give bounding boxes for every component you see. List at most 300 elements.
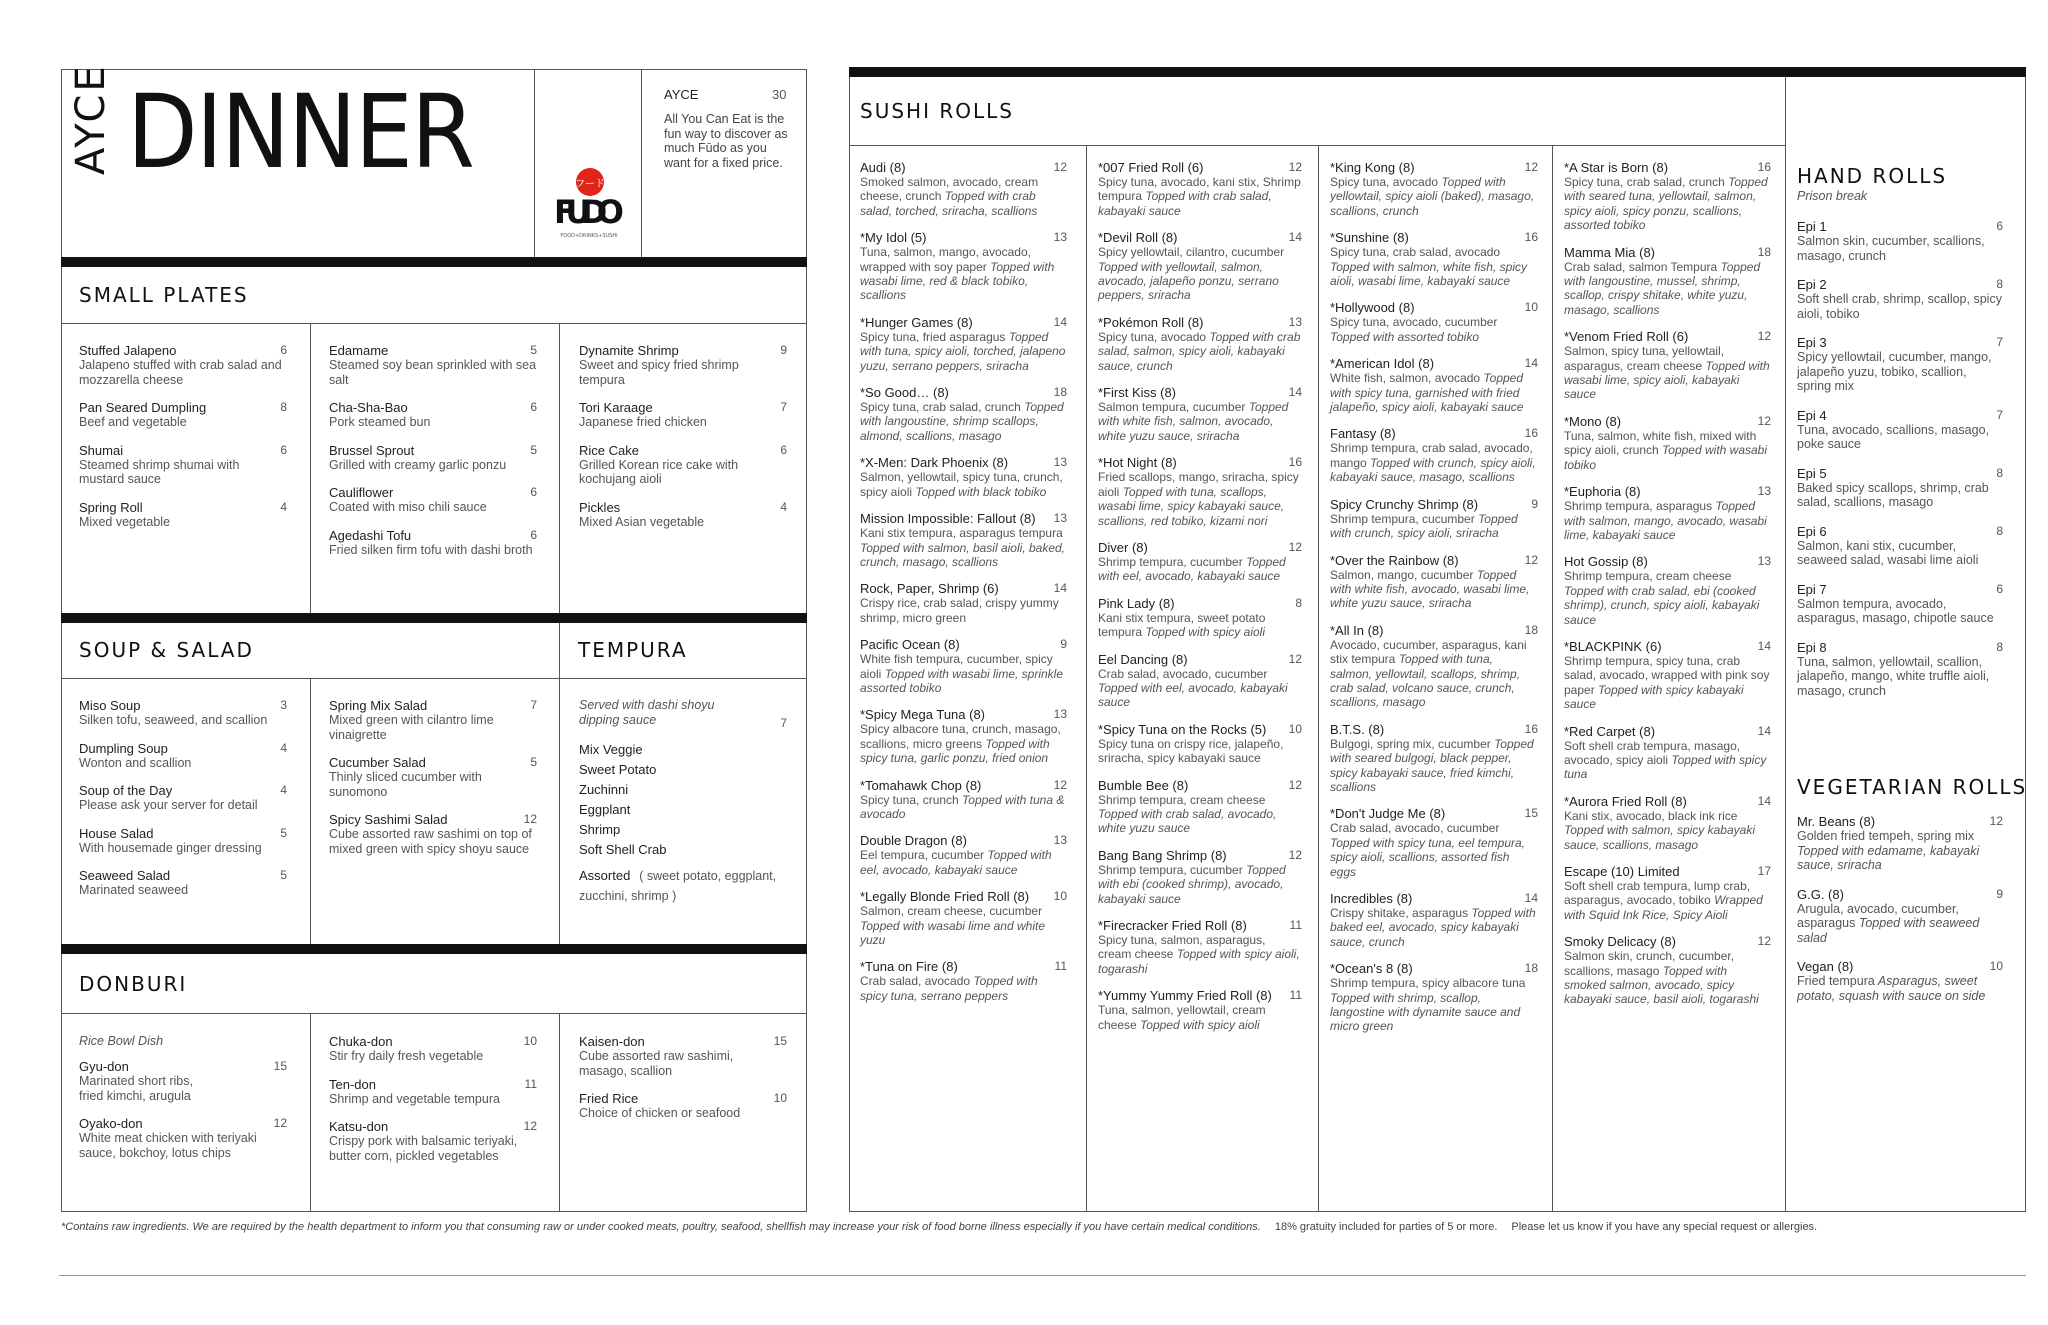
menu-item <box>1564 160 1771 233</box>
soup-salad-col-2 <box>329 698 537 869</box>
item-price: 16 <box>1288 455 1302 470</box>
item-name: Fantasy (8) <box>1330 426 1396 442</box>
item-price: 8 <box>1996 277 2003 291</box>
menu-item: 5 Brussel Sprout Grilled with creamy garlic ponzu <box>329 442 537 472</box>
item-price: 18 <box>1524 622 1538 637</box>
item-name: *BLACKPINK (6) <box>1564 638 1662 654</box>
item-topping: Topped with spicy tuna, serrano peppers <box>860 974 1038 1003</box>
item-price: 14 <box>1053 581 1067 596</box>
menu-item <box>860 160 1067 218</box>
tempura-note: Served with dashi shoyu dipping sauce <box>579 698 715 727</box>
header-divider-1 <box>534 69 535 257</box>
item-name: Incredibles (8) <box>1330 891 1413 906</box>
small-plates-col-3 <box>579 343 787 542</box>
menu-item: 10 Chuka-don Stir fry daily fresh vegetable <box>329 1034 537 1063</box>
menu-item <box>860 959 1067 1003</box>
menu-item <box>1330 230 1538 288</box>
footer-requests: Please let us know if you have any special request or allergies. <box>1511 1221 1818 1233</box>
header-bottom-bar <box>61 257 807 267</box>
item-price: 16 <box>1757 160 1771 174</box>
item-description: Salmon, mango, cucumber Topped with white fish, avocado, wasabi lime, white yuzu sauce, sriracha <box>1330 567 1530 611</box>
donburi-divider-2 <box>559 1013 560 1212</box>
item-topping: Topped with spicy tuna <box>1564 752 1767 782</box>
dinner-title: DINNER <box>127 73 474 192</box>
footer-notice <box>61 1221 1817 1233</box>
item-price: 12 <box>1524 160 1538 174</box>
ayce-price-label: AYCE <box>664 87 699 102</box>
item-price: 17 <box>1757 864 1771 878</box>
menu-item <box>1797 959 2003 1003</box>
menu-item <box>1098 315 1302 373</box>
item-price: 6 <box>1996 219 2003 233</box>
item-topping: Topped with eel, avocado, kabayaki sauce <box>1098 554 1286 584</box>
item-name: G.G. (8) <box>1797 886 1844 902</box>
menu-item <box>860 455 1067 499</box>
item-price: 14 <box>1757 638 1771 653</box>
menu-item: 15 Kaisen-don Cube assorted raw sashimi, masago, scallion <box>579 1034 787 1078</box>
item-price: 12 <box>1288 651 1302 666</box>
fudo-logo <box>548 165 628 245</box>
menu-item <box>1098 455 1302 528</box>
item-topping: Topped with salmon, white fish, spicy aioli, wasabi lime, kabayaki sauce <box>1330 259 1527 289</box>
donburi-col-3 <box>579 1034 787 1134</box>
tempura-item: Shrimp <box>579 822 621 837</box>
menu-item: 5 Seaweed Salad Marinated seaweed <box>79 868 287 897</box>
item-price: 12 <box>1288 160 1302 174</box>
item-topping: Topped with tuna, salmon, yellowtail, scallops, shrimp, crab salad, volcano sauce, crunch, scallions, masago <box>1330 652 1521 710</box>
item-name: *Mono (8) <box>1564 413 1622 429</box>
item-price: 8 <box>1295 595 1302 610</box>
item-description: Spicy tuna, crab salad, avocado Topped with salmon, white fish, spicy aioli, wasabi lime, kabayaki sauce <box>1330 245 1527 289</box>
hand-rolls-col <box>1797 219 2003 712</box>
item-topping: Topped with spicy aioli <box>1142 625 1265 640</box>
item-topping: Topped with tuna, spicy aioli, torched, jalapeno yuzu, serrano peppers, sriracha <box>860 329 1066 373</box>
item-name: *Aurora Fried Roll (8) <box>1564 793 1687 809</box>
tempura-assorted-desc: ( sweet potato, eggplant, zucchini, shrimp ) <box>579 869 777 903</box>
item-name: Pink Lady (8) <box>1098 595 1175 611</box>
item-price: 12 <box>1288 777 1302 792</box>
item-price: 14 <box>1288 230 1302 245</box>
tempura-item: Sweet Potato <box>579 762 657 777</box>
item-price: 13 <box>1288 314 1302 329</box>
item-name: *Venom Fried Roll (6) <box>1564 329 1689 345</box>
menu-item <box>1330 553 1538 611</box>
item-name: Epi 3 <box>1797 335 1827 350</box>
menu-item <box>860 581 1067 625</box>
item-price: 12 <box>1288 847 1302 862</box>
menu-item <box>1797 408 2003 452</box>
logo-badge-text: フード <box>575 179 605 190</box>
menu-item <box>1797 582 2003 626</box>
item-price: 9 <box>1531 496 1538 511</box>
item-price: 12 <box>1053 777 1067 792</box>
small-plates-rule <box>61 323 807 324</box>
ayce-blurb: All You Can Eat is the fun way to discover as much Fūdo as you want for a fixed price. <box>664 112 788 170</box>
sushi-divider-1 <box>1086 145 1087 1212</box>
item-topping: Topped with crab salad, kabayaki sauce <box>1098 189 1272 218</box>
item-description: Shrimp tempura, cucumber Topped with crunch, spicy aioli, sriracha <box>1330 511 1518 541</box>
tempura-item: Mix Veggie <box>579 742 643 757</box>
menu-item: 7 Tori Karaage Japanese fried chicken <box>579 400 787 429</box>
item-description: Arugula, avocado, cucumber, asparagus Topped with seaweed salad <box>1797 901 1980 945</box>
item-description: Spicy yellowtail, cilantro, cucumber Topped with yellowtail, salmon, avocado, jalapeño ponzu, serrano peppers, sriracha <box>1098 245 1285 303</box>
menu-item: 5 Edamame Steamed soy bean sprinkled with sea salt <box>329 343 537 387</box>
menu-item <box>860 778 1067 822</box>
item-name: Double Dragon (8) <box>860 833 967 849</box>
item-price: 13 <box>1053 707 1067 722</box>
item-price: 12 <box>1757 413 1771 428</box>
item-price: 10 <box>1989 959 2003 973</box>
item-description: Tuna, salmon, mango, avocado, wrapped with soy paper Topped with wasabi lime, red & black tobiko, scallions <box>860 245 1055 303</box>
item-description: Salmon, kani stix, cucumber, seaweed salad, wasabi lime aioli <box>1797 538 1979 567</box>
item-price: 12 <box>1053 160 1067 174</box>
item-topping: Topped with crab salad, torched, sriracha, scallions <box>860 189 1038 218</box>
item-topping: Topped with spicy tuna, eel tempura, spicy aioli, scallions, assorted fish eggs <box>1330 835 1526 879</box>
item-description: Golden fried tempeh, spring mix Topped with edamame, kabayaki sauce, sriracha <box>1797 829 1980 872</box>
sushi-divider-2 <box>1318 145 1319 1212</box>
menu-item <box>860 385 1067 443</box>
menu-item: 12 Oyako-don White meat chicken with teriyaki sauce, bokchoy, lotus chips <box>79 1116 287 1160</box>
hand-rolls-title: HAND ROLLS <box>1797 164 1948 188</box>
item-price: 14 <box>1757 793 1771 808</box>
item-description: Fried tempura Asparagus, sweet potato, squash with sauce on side <box>1797 974 1986 1003</box>
tempura-assorted-label: Assorted <box>579 868 631 883</box>
footer-rule <box>59 1275 2026 1276</box>
item-name: *Hollywood (8) <box>1330 300 1415 316</box>
item-topping: Topped with langoustine, shrimp scallops, almond, scallions, masago <box>860 400 1064 443</box>
item-topping: Topped with seared bulgogi, black pepper, spicy kabayaki sauce, fried kimchi, scallions <box>1330 736 1534 794</box>
sushi-top-bar <box>849 67 2026 77</box>
menu-item <box>860 230 1067 303</box>
item-topping: Asparagus, sweet potato, squash with sauce on side <box>1797 974 1986 1003</box>
item-description: Shrimp tempura, cucumber Topped with ebi (cooked shrimp), avocado, kabayaki sauce <box>1098 862 1286 906</box>
menu-item <box>1564 794 1771 852</box>
menu-item <box>1797 277 2003 321</box>
item-price: 9 <box>1060 637 1067 652</box>
item-name: Diver (8) <box>1098 539 1148 555</box>
item-topping: Topped with spicy aioli, togarashi <box>1098 947 1300 976</box>
item-name: Vegan (8) <box>1797 959 1854 974</box>
item-price: 16 <box>1524 426 1538 441</box>
soup-salad-title: SOUP & SALAD <box>79 638 254 662</box>
item-price: 13 <box>1757 554 1771 569</box>
item-topping: Topped with wasabi tobiko <box>1564 443 1768 472</box>
menu-item <box>1098 160 1302 218</box>
menu-item <box>1564 724 1771 782</box>
footer-gratuity: 18% gratuity included for parties of 5 or more. <box>1274 1221 1498 1233</box>
menu-item: 5 Cucumber Salad Thinly sliced cucumber with sunomono <box>329 755 537 799</box>
item-description: Shrimp tempura, cream cheese Topped with crab salad, ebi (cooked shrimp), crunch, spicy aioli, kabayaki sauce <box>1564 569 1760 627</box>
item-description: Soft shell crab, shrimp, scallop, spicy aioli, tobiko <box>1797 292 2002 321</box>
item-description: Spicy tuna, fried asparagus Topped with tuna, spicy aioli, torched, jalapeno yuzu, serrano peppers, sriracha <box>860 329 1066 373</box>
item-description: Shrimp tempura, cream cheese Topped with crab salad, avocado, white yuzu sauce <box>1098 792 1277 836</box>
menu-item <box>1330 160 1538 218</box>
item-price: 13 <box>1053 455 1067 470</box>
item-name: *Devil Roll (8) <box>1098 230 1178 246</box>
item-name: Epi 2 <box>1797 277 1827 292</box>
menu-item: 7 Spring Mix Salad Mixed green with cilantro lime vinaigrette <box>329 698 537 742</box>
item-topping: Topped with seared tuna, yellowtail, salmon, spicy aioli, spicy ponzu, scallions, assorted tobiko <box>1564 175 1768 233</box>
soup-salad-col-1 <box>79 698 287 911</box>
menu-item <box>1564 484 1771 542</box>
item-name: *First Kiss (8) <box>1098 385 1176 401</box>
tempura-price: 7 <box>780 716 787 730</box>
menu-item <box>1098 230 1302 303</box>
item-description: White fish tempura, cucumber, spicy aioli Topped with wasabi lime, sprinkle assorted tobiko <box>860 652 1064 695</box>
item-name: *Hunger Games (8) <box>860 314 973 330</box>
small-plates-divider-1 <box>310 323 311 613</box>
menu-item: 4 Soup of the Day Please ask your server for detail <box>79 783 287 812</box>
item-topping: Topped with ebi (cooked shrimp), avocado, kabayaki sauce <box>1098 862 1286 906</box>
soup-salad-divider-1 <box>310 678 311 944</box>
menu-item: 10 Fried Rice Choice of chicken or seafood <box>579 1091 787 1120</box>
menu-item: 8 Pan Seared Dumpling Beef and vegetable <box>79 400 287 429</box>
item-description: Shrimp tempura, spicy albacore tuna Topped with shrimp, scallop, langostine with dynamite sauce and micro green <box>1330 976 1526 1034</box>
sushi-rolls-title: SUSHI ROLLS <box>860 99 1014 123</box>
menu-item <box>1098 722 1302 766</box>
item-topping: Topped with spicy aioli <box>1136 1017 1260 1032</box>
item-name: *King Kong (8) <box>1330 160 1415 175</box>
menu-item <box>1564 245 1771 318</box>
menu-item <box>1098 540 1302 584</box>
menu-item <box>1564 639 1771 712</box>
item-price: 18 <box>1053 385 1067 400</box>
item-price: 13 <box>1053 230 1067 245</box>
menu-item: 15 Gyu-don Marinated short ribs, fried kimchi, arugula <box>79 1059 287 1103</box>
menu-item <box>860 637 1067 695</box>
item-name: *All In (8) <box>1330 622 1384 638</box>
item-topping: Topped with black tobiko <box>912 484 1047 499</box>
item-price: 12 <box>1757 329 1771 344</box>
menu-item: 11 Ten-don Shrimp and vegetable tempura <box>329 1076 537 1106</box>
item-topping: Topped with wasabi lime, red & black tobiko, scallions <box>860 259 1055 303</box>
menu-item <box>1098 848 1302 906</box>
item-price: 11 <box>1289 918 1302 932</box>
item-name: Bang Bang Shrimp (8) <box>1098 847 1227 863</box>
menu-item <box>1330 961 1538 1034</box>
item-topping: Topped with crab salad, salmon, spicy aioli, kabayaki sauce, crunch <box>1098 329 1301 373</box>
item-description: Spicy tuna, avocado Topped with yellowtail, spicy aioli (baked), masago, scallions, crunch <box>1330 175 1535 218</box>
menu-item: 12 Katsu-don Crispy pork with balsamic teriyaki, butter corn, pickled vegetables <box>329 1119 537 1163</box>
item-name: *Tuna on Fire (8) <box>860 959 958 975</box>
item-topping: Topped with wasabi lime, spicy aioli, kabayaki sauce <box>1564 358 1770 402</box>
item-description: Kani stix, avocado, black ink rice Topped with salmon, spicy kabayaki sauce, scallions, masago <box>1564 808 1755 852</box>
item-topping: Topped with wasabi lime, sprinkle assorted tobiko <box>860 666 1064 695</box>
item-price: 12 <box>1989 814 2003 828</box>
item-name: *Ocean's 8 (8) <box>1330 961 1413 977</box>
donburi-note: Rice Bowl Dish <box>79 1034 164 1048</box>
item-topping: Topped with assorted tobiko <box>1330 329 1479 344</box>
item-price: 12 <box>1288 539 1302 554</box>
menu-item <box>1564 414 1771 472</box>
ayce-price: 30 <box>772 87 787 102</box>
item-description: Tuna, salmon, yellowtail, cream cheese Topped with spicy aioli <box>1098 1003 1266 1032</box>
item-topping: Topped with baked eel, avocado, spicy kabayaki sauce, crunch <box>1330 906 1536 949</box>
item-description: Shrimp tempura, crab salad, avocado, mango Topped with crunch, spicy aioli, kabayaki sauce, masago, scallions <box>1330 441 1536 485</box>
item-description: Spicy yellowtail, cucumber, mango, jalapeño yuzu, tobiko, scallion, spring mix <box>1797 350 1992 393</box>
item-topping: Topped with spicy kabayaki sauce <box>1564 682 1744 712</box>
menu-item <box>1330 722 1538 795</box>
item-name: Mamma Mia (8) <box>1564 244 1656 260</box>
small-plates-bottom-bar <box>61 613 807 623</box>
menu-item <box>860 511 1067 569</box>
tempura-item: Zuchinni <box>579 782 629 797</box>
item-description: Smoked salmon, avocado, cream cheese, crunch Topped with crab salad, torched, sriracha, scallions <box>860 175 1039 218</box>
item-name: *Firecracker Fried Roll (8) <box>1098 918 1247 933</box>
item-topping: Topped with eel, avocado, kabayaki sauce <box>1098 680 1288 710</box>
item-topping: Topped with smoked salmon, avocado, spicy kabayaki sauce, basil aioli, togarashi <box>1564 963 1759 1007</box>
item-description: Crab salad, salmon Tempura Topped with langoustine, mussel, shrimp, scallop, crispy shitake, white yuzu, masago, scallions <box>1564 259 1761 317</box>
item-name: Epi 1 <box>1797 219 1827 234</box>
item-topping: Topped with eel, avocado, kabayaki sauce <box>860 848 1052 877</box>
menu-item <box>1564 934 1771 1007</box>
hand-rolls-note: Prison break <box>1797 189 1868 203</box>
menu-item: 4 Spring Roll Mixed vegetable <box>79 499 287 529</box>
donburi-rule <box>61 1013 807 1014</box>
item-topping: Topped with shrimp, scallop, langostine with dynamite sauce and micro green <box>1330 990 1521 1034</box>
menu-item: 3 Miso Soup Silken tofu, seaweed, and scallion <box>79 698 287 727</box>
item-description: Soft shell crab tempura, masago, avocado, spicy aioli Topped with spicy tuna <box>1564 738 1767 782</box>
item-name: *Tomahawk Chop (8) <box>860 777 982 793</box>
item-name: *Legally Blonde Fried Roll (8) <box>860 889 1030 905</box>
item-price: 14 <box>1524 356 1538 371</box>
menu-item: 6 Cha-Sha-Bao Pork steamed bun <box>329 400 537 429</box>
item-price: 8 <box>1996 465 2003 480</box>
donburi-col-1 <box>79 1034 287 1173</box>
item-name: *Pokémon Roll (8) <box>1098 314 1204 330</box>
item-name: Mr. Beans (8) <box>1797 814 1876 829</box>
item-name: Epi 5 <box>1797 465 1827 481</box>
item-price: 13 <box>1053 511 1067 526</box>
item-description: Kani stix tempura, sweet potato tempura Topped with spicy aioli <box>1098 610 1266 640</box>
menu-item <box>1797 640 2003 699</box>
item-price: 12 <box>1524 552 1538 567</box>
item-name: Epi 8 <box>1797 639 1827 655</box>
sushi-col-4 <box>1564 160 1771 1019</box>
item-price: 7 <box>1996 335 2003 349</box>
item-price: 16 <box>1524 721 1538 736</box>
menu-item <box>1330 806 1538 879</box>
item-description: Salmon, spicy tuna, yellowtail, asparagus, cream cheese Topped with wasabi lime, spicy aioli, kabayaki sauce <box>1564 344 1770 402</box>
item-description: Spicy tuna, avocado Topped with crab salad, salmon, spicy aioli, kabayaki sauce, crunch <box>1098 329 1301 373</box>
item-name: Hot Gossip (8) <box>1564 554 1648 570</box>
item-description: Spicy tuna on crispy rice, jalapeño, sriracha, spicy kabayaki sauce <box>1098 736 1284 766</box>
menu-item: 9 Dynamite Shrimp Sweet and spicy fried shrimp tempura <box>579 343 787 387</box>
item-name: *Don't Judge Me (8) <box>1330 806 1446 822</box>
menu-item: 4 Pickles Mixed Asian vegetable <box>579 499 787 529</box>
item-topping: Topped with langoustine, mussel, shrimp, scallop, crispy shitake, white yuzu, masago, scallions <box>1564 259 1761 317</box>
item-description: Shrimp tempura, asparagus Topped with salmon, mango, avocado, wasabi lime, kabayaki sauce <box>1564 499 1767 542</box>
item-name: *007 Fried Roll (6) <box>1098 160 1204 175</box>
item-description: Shrimp tempura, cucumber Topped with eel, avocado, kabayaki sauce <box>1098 554 1286 584</box>
hand-rolls-divider <box>1785 76 1786 1212</box>
item-price: 8 <box>1996 639 2003 654</box>
item-topping: Topped with spicy tuna, garlic ponzu, fried onion <box>860 736 1050 766</box>
item-price: 13 <box>1053 833 1067 848</box>
item-name: Epi 4 <box>1797 407 1827 423</box>
item-description: Shrimp tempura, spicy tuna, crab salad, avocado, wrapped with pink soy paper Topped with spicy kabayaki sauce <box>1564 653 1770 712</box>
item-topping: Topped with crunch, spicy aioli, kabayaki sauce, masago, scallions <box>1330 455 1536 485</box>
item-topping: Topped with crunch, spicy aioli, sriracha <box>1330 511 1518 541</box>
item-topping: Topped with seaweed salad <box>1797 916 1980 945</box>
menu-item <box>1330 426 1538 484</box>
item-description: Fried scallops, mango, sriracha, spicy aioli Topped with tuna, scallops, wasabi lime, spicy kabayaki sauce, scallions, red tobiko, kizami nori <box>1098 470 1299 528</box>
item-name: *A Star is Born (8) <box>1564 160 1669 175</box>
item-name: *My Idol (5) <box>860 230 927 246</box>
item-topping: Topped with edamame, kabayaki sauce, sriracha <box>1797 843 1980 872</box>
item-description: Crispy shitake, asparagus Topped with baked eel, avocado, spicy kabayaki sauce, crunch <box>1330 906 1536 949</box>
donburi-divider-1 <box>310 1013 311 1212</box>
menu-item <box>860 707 1067 765</box>
menu-item: 6 Shumai Steamed shrimp shumai with mustard sauce <box>79 442 287 486</box>
ayce-vertical-label: AYCE <box>68 63 114 175</box>
sushi-divider-3 <box>1552 145 1553 1212</box>
item-description: Salmon, yellowtail, spicy tuna, crunch, spicy aioli Topped with black tobiko <box>860 470 1063 499</box>
item-price: 9 <box>1996 886 2003 901</box>
item-name: *American Idol (8) <box>1330 356 1435 372</box>
item-description: Spicy tuna, avocado, cucumber Topped with assorted tobiko <box>1330 315 1498 344</box>
small-plates-title: SMALL PLATES <box>79 283 249 307</box>
item-topping: Topped with yellowtail, salmon, avocado, jalapeño ponzu, serrano peppers, sriracha <box>1098 259 1279 303</box>
menu-item <box>1797 887 2003 946</box>
item-name: *X-Men: Dark Phoenix (8) <box>860 455 1009 471</box>
item-name: *Spicy Mega Tuna (8) <box>860 707 986 723</box>
tempura-divider <box>559 623 560 944</box>
item-description: Spicy tuna, crunch Topped with tuna & avocado <box>860 792 1065 821</box>
tempura-item: Soft Shell Crab <box>579 842 667 857</box>
item-topping: Topped with tuna, scallops, wasabi lime, spicy kabayaki sauce, scallions, red tobiko, kizami nori <box>1098 484 1285 528</box>
menu-item: 12 Spicy Sashimi Salad Cube assorted raw sashimi on top of mixed green with spicy shoyu sauce <box>329 812 537 856</box>
tempura-item: Eggplant <box>579 802 631 817</box>
menu-item <box>1098 778 1302 836</box>
donburi-col-2 <box>329 1034 537 1176</box>
item-topping: Topped with spicy tuna, garnished with fried jalapeño, spicy aioli, kabayaki sauce <box>1330 371 1524 415</box>
footer-raw-notice: *Contains raw ingredients. We are required by the health department to inform you that consuming raw or under cooked meats, poultry, seafood, shellfish may increase your risk of food borne illness especially if you have certain medical conditions. <box>61 1221 1261 1233</box>
small-plates-col-1 <box>79 343 287 542</box>
item-description: Salmon tempura, avocado, asparagus, masago, chipotle sauce <box>1797 596 1994 625</box>
menu-item <box>860 889 1067 947</box>
item-topping: Topped with yellowtail, spicy aioli (baked), masago, scallions, crunch <box>1330 175 1535 218</box>
tempura-title: TEMPURA <box>578 638 688 662</box>
item-price: 14 <box>1757 723 1771 738</box>
item-name: *Sunshine (8) <box>1330 230 1409 246</box>
menu-item: 6 Rice Cake Grilled Korean rice cake with kochujang aioli <box>579 442 787 486</box>
menu-item <box>860 315 1067 373</box>
menu-item <box>1797 814 2003 873</box>
item-price: 16 <box>1524 230 1538 245</box>
menu-item <box>1330 891 1538 949</box>
item-description: Spicy tuna, avocado, kani stix, Shrimp tempura Topped with crab salad, kabayaki sauce <box>1098 175 1301 218</box>
item-description: Spicy tuna, crab salad, crunch Topped with seared tuna, yellowtail, salmon, spicy aioli, spicy ponzu, scallions, assorted tobiko <box>1564 175 1768 233</box>
sushi-col-3 <box>1330 160 1538 1046</box>
item-description: Crab salad, avocado Topped with spicy tuna, serrano peppers <box>860 974 1038 1003</box>
item-description: Kani stix tempura, asparagus tempura Topped with salmon, basil aioli, baked, crunch, masago, scallions <box>860 526 1066 569</box>
menu-item <box>1330 356 1538 414</box>
item-name: Audi (8) <box>860 160 906 175</box>
menu-item <box>1797 524 2003 568</box>
menu-item <box>1564 329 1771 402</box>
item-description: Tuna, avocado, scallions, masago, poke sauce <box>1797 422 1990 451</box>
soup-salad-bottom-bar <box>61 944 807 954</box>
item-topping: Topped with crab salad, ebi (cooked shrimp), crunch, spicy aioli, kabayaki sauce <box>1564 583 1760 627</box>
item-name: Epi 7 <box>1797 581 1827 597</box>
item-price: 14 <box>1288 385 1302 400</box>
item-topping: Topped with salmon, mango, avocado, wasabi lime, kabayaki sauce <box>1564 499 1767 542</box>
item-name: *Yummy Yummy Fried Roll (8) <box>1098 988 1272 1004</box>
item-name: *Euphoria (8) <box>1564 484 1641 500</box>
item-description: Salmon, cream cheese, cucumber Topped with wasabi lime and white yuzu <box>860 904 1045 947</box>
item-price: 6 <box>1996 581 2003 596</box>
